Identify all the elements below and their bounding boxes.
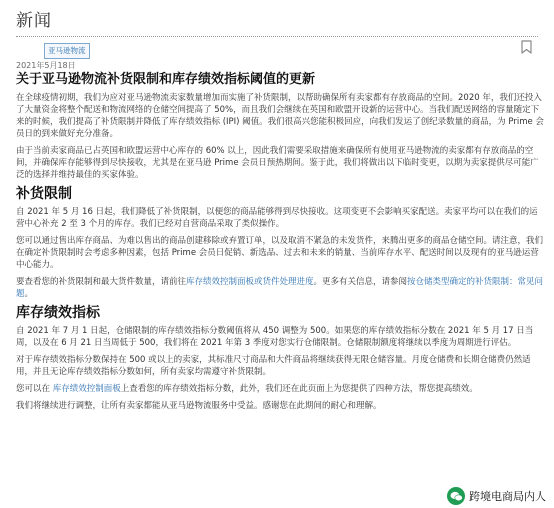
header-divider [16,36,538,37]
ipi-paragraph-4: 我们将继续进行调整，让所有卖家都能从亚马逊物流服务中受益。感谢您在此期间的耐心和理解。 [16,401,382,411]
ipi-paragraph-3 [16,383,544,395]
section-heading-replenishment: 补货限制 [16,186,72,202]
inventory-dashboard-link[interactable]: 库存绩效控制面板 [52,384,121,394]
article [16,60,544,417]
text-fragment: 。 [24,289,34,299]
replenishment-paragraph-3 [16,276,544,300]
text-fragment: 要查看您的补货限制和最大货件数量，请前往 [16,277,187,287]
watermark-text: 跨境电商局内人 [469,490,546,503]
page-title: 新闻 [16,11,52,31]
ipi-paragraph-2: 对于库存绩效指标分数保持在 500 或以上的卖家，其标准尺寸商品和大件商品将继续获得无限仓储容量。月度仓储费和长期仓储费仍然适用，并且无论库存绩效指标分数如何，所有卖家均需遵守补货限制。 [16,355,531,377]
text-fragment: 您可以在 [16,384,53,394]
bookmark-icon[interactable] [521,40,532,54]
watermark [447,486,546,506]
intro-paragraph-2: 由于当前卖家商品已占英国和欧盟运营中心库存的 60% 以上，因此我们需要采取措施来确保所有使用亚马逊物流的卖家都有存放商品的空间，并确保库存能够得到尽快接收，尤其是在亚马逊 Prime 会员日预热期间。鉴于此，我们将做出以下临时变更，以期为卖家提供尽可能广泛的选择并维持最佳的买家体验。 [16,146,539,180]
replenishment-paragraph-2: 您可以通过售出库存商品、为难以售出的商品创建移除或弃置订单，以及取消不紧急的未发货件，来腾出更多的商品仓储空间。请注意，我们在确定补货限制时会考虑多种因素，包括 Prime 会员日促销、新选品、过去和未来的销量、当前库存水平、配送时间以及现有的亚马逊运营中心能力。 [16,236,544,270]
intro-paragraph-1: 在全球疫情初期，我们为应对亚马逊物流卖家数量增加而实施了补货限制，以帮助确保所有卖家都有存放商品的空间。2020 年，我们还投入了大量资金将整个配送和物流网络的仓储空间提高了 50%，而且我们会继续在英国和欧盟开设新的运营中心。当我们配送网络的容量随定下来的时候，我们提高了补货限制并降低了库存绩效指标 (IPI) 阈值。我们很高兴您能积极回应，向我们发运了创纪录数量的商品，为 Prime 会员日的到来做好充分准备。 [16,93,544,139]
faq-link[interactable]: 按仓储类型确定的补货限制：常见问题 [16,277,544,299]
category-tag[interactable]: 亚马逊物流 [44,43,90,59]
section-heading-ipi: 库存绩效指标 [16,305,100,321]
article-title: 关于亚马逊物流补货限制和库存绩效指标阈值的更新 [16,72,316,87]
replenishment-paragraph-1: 自 2021 年 5 月 16 日起，我们降低了补货限制，以便您的商品能够得到尽快接收。这项变更不会影响买家配送。卖家平均可以在我们的运营中心补充 2 至 3 个月的库存。我们已经对自营商品采取了类似操作。 [16,207,538,229]
article-date: 2021年5月18日 [16,61,76,70]
ipi-paragraph-1: 自 2021 年 7 月 1 日起，仓储限制的库存绩效指标分数阈值将从 450 调整为 500。如果您的库存绩效指标分数在 2021 年 5 月 17 日当周，以及在 6 月 21 日当周低于 500，我们将在 2021 年第 3 季度对您实行仓储限制。仓储限制额度将继续以季度为周期进行评估。 [16,326,534,348]
wechat-logo-icon [447,487,465,505]
dashboard-shipment-link[interactable]: 库存绩效控制面板或货件处理进度 [186,277,314,287]
text-fragment: 上查看您的库存绩效指标分数，此外，我们还在此页面上为您提供了四种方法，帮您提高绩效。 [120,384,478,394]
text-fragment: 。更多有关信息，请参阅 [313,277,408,287]
